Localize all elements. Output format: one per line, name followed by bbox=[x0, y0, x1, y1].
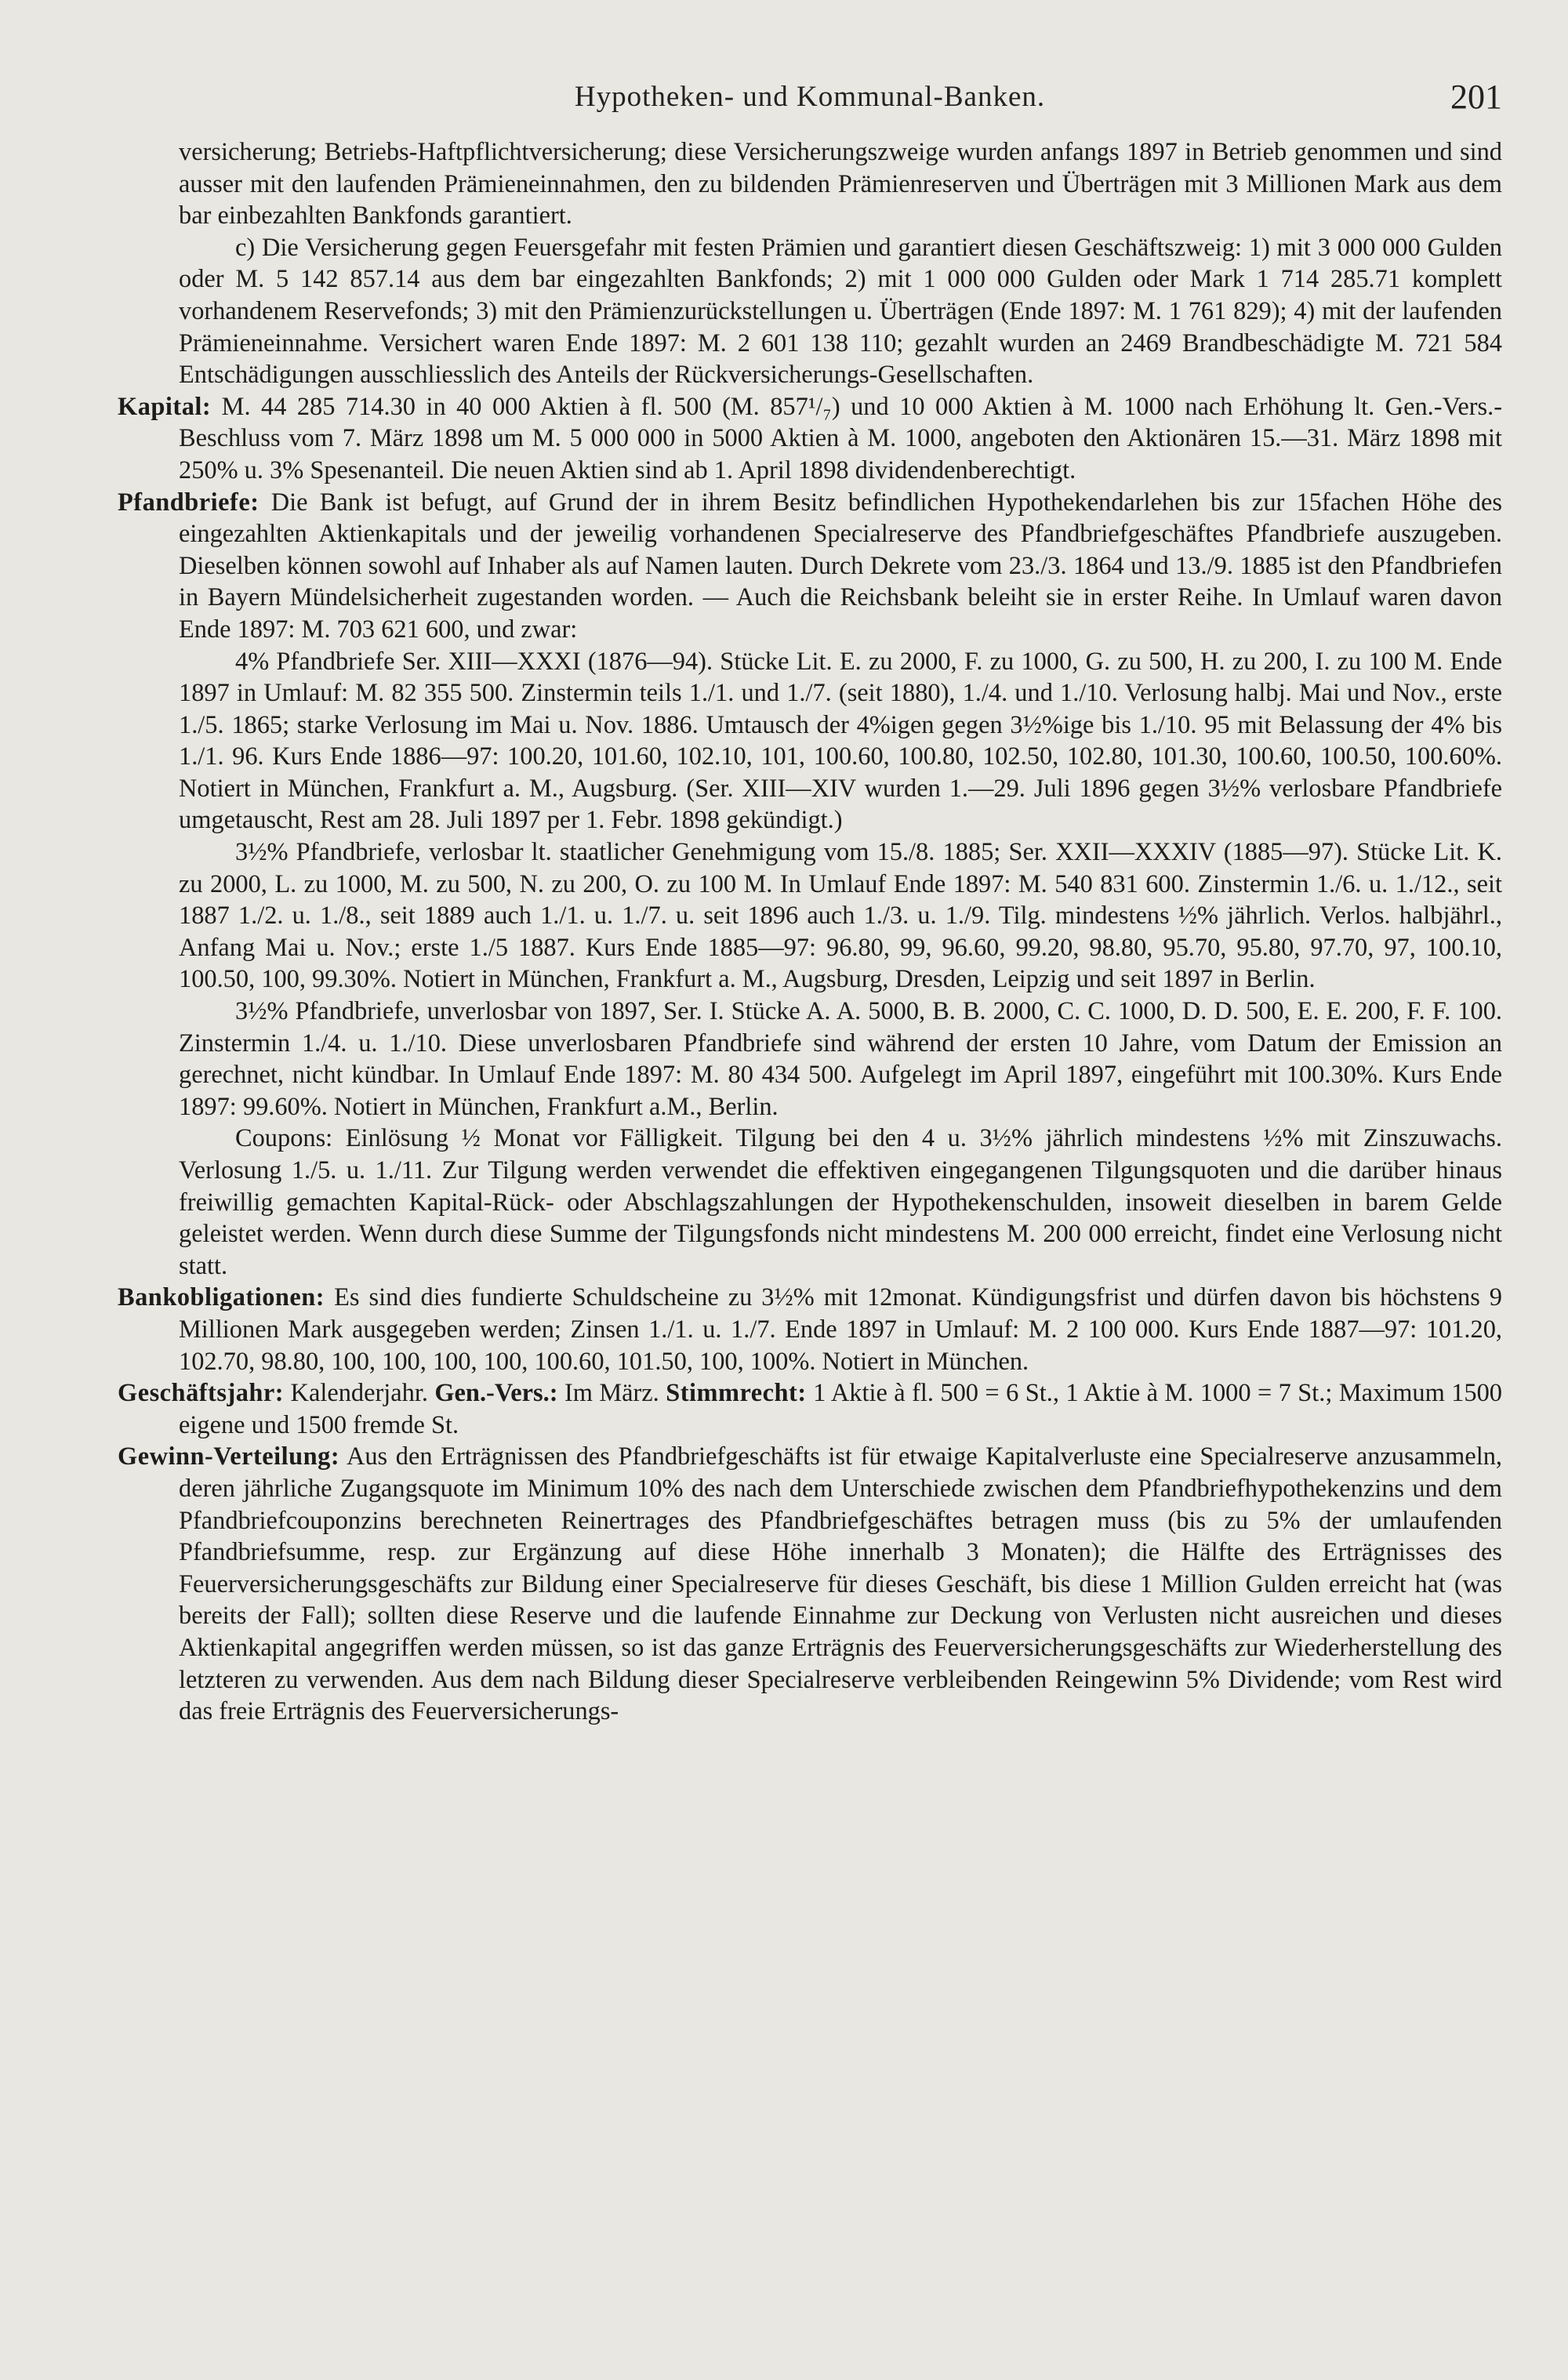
paragraph-pfandbriefe-3half-unverlosbar: 3½% Pfandbriefe, unverlosbar von 1897, Ser. I. Stücke A. A. 5000, B. B. 2000, C. C. 1000, D. D. 500, E. E. 200, F. F. 100. Zinstermin 1./4. u. 1./10. Diese unverlosbaren Pfandbriefe sind während der ersten 10 Jahre, vom Datum der Emission an gerechnet, nicht kündbar. In Umlauf Ende 1897: M. 80 434 500. Aufgelegt im April 1897, eingeführt mit 100.30%. Kurs Ende 1897: 99.60%. Notiert in München, Frankfurt a.M., Berlin. bbox=[179, 997, 1502, 1121]
entry-pfandbriefe bbox=[118, 487, 1502, 646]
page-body bbox=[118, 136, 1502, 1728]
label-stimmrecht: Stimmrecht: bbox=[666, 1379, 807, 1408]
label-gen-vers: Gen.-Vers.: bbox=[434, 1379, 558, 1408]
text-gen-vers: Im März. bbox=[564, 1379, 659, 1408]
text-kapital: M. 44 285 714.30 in 40 000 Aktien à fl. 500 (M. 857¹/₇) und 10 000 Aktien à M. 1000 nach Erhöhung lt. Gen.-Vers.-Beschluss vom 7. März 1898 um M. 5 000 000 in 5000 Aktien à M. 1000, angeboten den Aktionären 15.—31. März 1898 mit 250% u. 3% Spesenanteil. Die neuen Aktien sind ab 1. April 1898 dividendenberechtigt. bbox=[179, 392, 1502, 484]
entry-gewinn-verteilung bbox=[118, 1441, 1502, 1727]
text-geschaeftsjahr: Kalenderjahr. bbox=[290, 1379, 428, 1408]
text-gewinn-verteilung: Aus den Erträgnissen des Pfandbriefgeschäfts ist für etwaige Kapitalverluste eine Specialreserve anzusammeln, deren jährliche Zugangsquote im Minimum 10% des nach dem Unterschiede zwischen dem Pfandbriefhypothekenzins und dem Pfandbriefcouponzins berechneten Reinertrages des Pfandbriefgeschäftes betragen muss (bis zu 5% der umlaufenden Pfandbriefsumme, resp. zur Ergänzung auf diese Höhe innerhalb 3 Monaten); die Hälfte des Erträgnisses des Feuerversicherungsgeschäfts zur Bildung einer Specialreserve für dieses Geschäft, bis diese 1 Million Gulden erreicht hat (was bereits der Fall); sollten diese Reserve und die laufende Einnahme zur Deckung von Verlusten nicht ausreichen und dieses Aktienkapital angegriffen werden müssen, so ist das ganze Erträgnis des Feuerversicherungsgeschäfts zur Wiederherstellung des letzteren zu verwenden. Aus dem nach Bildung dieser Specialreserve verbleibenden Reingewinn 5% Dividende; vom Rest wird das freie Erträgnis des Feuerversicherungs- bbox=[179, 1442, 1502, 1726]
page-header bbox=[118, 75, 1502, 125]
paragraph-pfandbriefe-4pct: 4% Pfandbriefe Ser. XIII—XXXI (1876—94). Stücke Lit. E. zu 2000, F. zu 1000, G. zu 500, H. zu 200, I. zu 100 M. Ende 1897 in Umlauf: M. 82 355 500. Zinstermin teils 1./1. und 1./7. (seit 1880), 1./4. und 1./10. Verlosung halbj. Mai und Nov., erste 1./5. 1865; starke Verlosung im Mai u. Nov. 1886. Umtausch der 4%igen gegen 3½%ige bis 1./10. 95 mit Belassung der 4% bis 1./1. 96. Kurs Ende 1886—97: 100.20, 101.60, 102.10, 101, 100.60, 100.80, 102.50, 102.80, 101.30, 100.60, 100.50, 100.60%. Notiert in München, Frankfurt a. M., Augsburg. (Ser. XIII—XIV wurden 1.—29. Juli 1896 gegen 3½% verlosbare Pfandbriefe umgetauscht, Rest am 28. Juli 1897 per 1. Febr. 1898 gekündigt.) bbox=[179, 647, 1502, 835]
entry-bankobligationen bbox=[118, 1282, 1502, 1377]
label-gewinn-verteilung: Gewinn-Verteilung: bbox=[118, 1442, 340, 1471]
label-geschaeftsjahr: Geschäftsjahr: bbox=[118, 1379, 285, 1408]
label-pfandbriefe: Pfandbriefe: bbox=[118, 488, 260, 517]
paragraph-versicherung: versicherung; Betriebs-Haftpflichtversicherung; diese Versicherungszweige wurden anfangs 1897 in Betrieb genommen und sind ausser mit den laufenden Prämieneinnahmen, den zu bildenden Prämienreserven und Überträgen mit 3 Millionen Mark aus dem bar einbezahlten Bankfonds garantiert. bbox=[179, 138, 1502, 230]
text-bankobligationen: Es sind dies fundierte Schuldscheine zu 3½% mit 12monat. Kündigungsfrist und dürfen davon bis höchstens 9 Millionen Mark ausgegeben werden; Zinsen 1./1. u. 1./7. Ende 1897 in Umlauf: M. 2 100 000. Kurs Ende 1887—97: 101.20, 102.70, 98.80, 100, 100, 100, 100, 100.60, 101.50, 100, 100%. Notiert in München. bbox=[179, 1283, 1502, 1376]
label-bankobligationen: Bankobligationen: bbox=[118, 1283, 325, 1312]
entry-kapital bbox=[118, 391, 1502, 487]
text-stimmrecht: 1 Aktie à fl. 500 = 6 St., 1 Aktie à M. 1000 = 7 St.; Maximum 1500 eigene und 1500 fremde St. bbox=[179, 1379, 1502, 1439]
paragraph-feuersgefahr: c) Die Versicherung gegen Feuersgefahr mit festen Prämien und garantiert diesen Geschäftszweig: 1) mit 3 000 000 Gulden oder M. 5 142 857.14 aus dem bar eingezahlten Bankfonds; 2) mit 1 000 000 Gulden oder Mark 1 714 285.71 komplett vorhandenem Reservefonds; 3) mit den Prämienzurückstellungen u. Überträgen (Ende 1897: M. 1 761 829); 4) mit der laufenden Prämieneinnahme. Versichert waren Ende 1897: M. 2 601 138 110; gezahlt wurden an 2469 Brandbeschädigte M. 721 584 Entschädigungen ausschliesslich des Anteils der Rückversicherungs-Gesellschaften. bbox=[179, 233, 1502, 390]
running-title: Hypotheken- und Kommunal-Banken. bbox=[574, 81, 1046, 113]
label-kapital: Kapital: bbox=[118, 392, 212, 421]
entry-geschaeftsjahr bbox=[118, 1377, 1502, 1441]
paragraph-coupons: Coupons: Einlösung ½ Monat vor Fälligkeit. Tilgung bei den 4 u. 3½% jährlich mindestens ½% mit Zinszuwachs. Verlosung 1./5. u. 1./11. Zur Tilgung werden verwendet die effektiven eingegangenen Tilgungsquoten und die darüber hinaus freiwillig gemachten Kapital-Rück- oder Abschlagszahlungen der Hypothekenschulden, insoweit dieselben in barem Gelde geleistet werden. Wenn durch diese Summe der Tilgungsfonds nicht mindestens M. 200 000 erreicht, findet eine Verlosung nicht statt. bbox=[179, 1124, 1502, 1280]
text-pfandbriefe: Die Bank ist befugt, auf Grund der in ihrem Besitz befindlichen Hypothekendarlehen bis zur 15fachen Höhe des eingezahlten Aktienkapitals und der jeweilig vorhandenen Specialreserve des Pfandbriefgeschäftes Pfandbriefe auszugeben. Dieselben können sowohl auf Inhaber als auf Namen lauten. Durch Dekrete vom 23./3. 1864 und 13./9. 1885 ist den Pfandbriefen in Bayern Mündelsicherheit zugestanden worden. — Auch die Reichsbank beleiht sie in erster Reihe. In Umlauf waren davon Ende 1897: M. 703 621 600, und zwar: bbox=[179, 488, 1502, 644]
page-number: 201 bbox=[1450, 78, 1502, 116]
paragraph-pfandbriefe-3half-verlosbar: 3½% Pfandbriefe, verlosbar lt. staatlicher Genehmigung vom 15./8. 1885; Ser. XXII—XXXIV (1885—97). Stücke Lit. K. zu 2000, L. zu 1000, M. zu 500, N. zu 200, O. zu 100 M. In Umlauf Ende 1897: M. 540 831 600. Zinstermin 1./6. u. 1./12., seit 1887 1./2. u. 1./8., seit 1889 auch 1./1. u. 1./7. u. seit 1896 auch 1./3. u. 1./9. Tilg. mindestens ½% jährlich. Verlos. halbjährl., Anfang Mai u. Nov.; erste 1./5 1887. Kurs Ende 1885—97: 96.80, 99, 96.60, 99.20, 98.80, 95.70, 95.80, 97.70, 97, 100.10, 100.50, 100, 99.30%. Notiert in München, Frankfurt a. M., Augsburg, Dresden, Leipzig und seit 1897 in Berlin. bbox=[179, 838, 1502, 994]
